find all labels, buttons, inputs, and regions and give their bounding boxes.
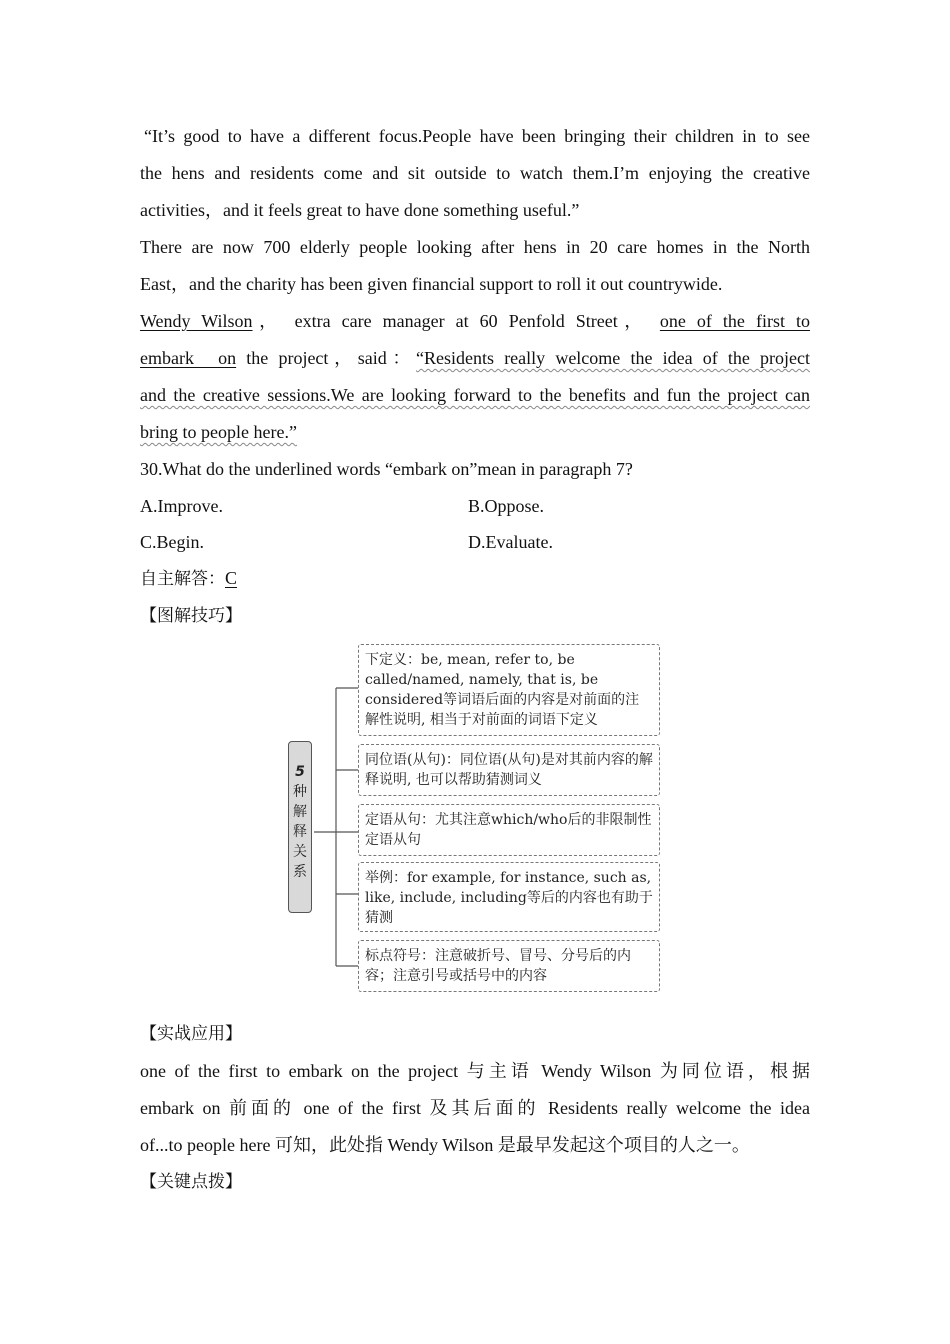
passage-line <box>140 414 810 451</box>
side-char: 关 <box>293 844 307 860</box>
option-d: D.Evaluate. <box>468 532 553 552</box>
appositive-phrase: one of the first to <box>659 311 810 331</box>
side-char: 解 <box>293 804 307 820</box>
section-heading-keypoint: 【关键点拨】 <box>140 1172 242 1192</box>
passage-line: East，and the charity has been given financial support to roll it out countrywide. <box>140 274 723 294</box>
passage-line: activities，and it feels great to have done something useful.” <box>140 200 580 220</box>
option-b: B.Oppose. <box>468 496 544 516</box>
practice-line: embark on 前面的 one of the first 及其后面的 Residents really welcome the idea <box>140 1098 810 1118</box>
section-heading-diagram: 【图解技巧】 <box>140 606 242 626</box>
explanation-diagram <box>286 642 666 994</box>
practice-line: one of the first to embark on the project 与主语 Wendy Wilson 为同位语，根据 <box>140 1061 810 1081</box>
context-clue: “Residents really welcome the idea of the project <box>416 348 810 368</box>
passage-text: the project，said： <box>236 348 417 368</box>
options-row <box>140 524 810 560</box>
option-a: A.Improve. <box>140 496 223 516</box>
diagram-box-appositive: 同位语(从句)：同位语(从句)是对其前内容的解释说明, 也可以帮助猜测词义 <box>358 744 660 796</box>
side-char: 5 <box>295 764 305 780</box>
diagram-side-label <box>288 741 312 913</box>
side-char: 释 <box>293 824 307 840</box>
document-page <box>140 118 810 635</box>
passage-line: “It’s good to have a different focus.People have been bringing their children in to see <box>144 126 810 146</box>
answer-line <box>140 560 810 598</box>
appositive-subject: Wendy Wilson <box>140 311 253 331</box>
answer-label: 自主解答： <box>140 569 225 589</box>
target-words: embark on <box>140 348 237 368</box>
passage-line <box>140 377 810 414</box>
side-char: 系 <box>293 864 307 880</box>
document-page-lower <box>140 1016 810 1201</box>
diagram-box-punctuation: 标点符号：注意破折号、冒号、分号后的内容；注意引号或括号中的内容 <box>358 940 660 992</box>
options-row <box>140 488 810 524</box>
answer-value: C <box>225 568 238 588</box>
passage-line <box>140 340 810 377</box>
diagram-box-definition: 下定义：be, mean, refer to, be called/named, namely, that is, be considered等词语后面的内容是对前面的注解性说明, 相当于对前面的词语下定义 <box>358 644 660 736</box>
practice-line: of...to people here 可知，此处指 Wendy Wilson 是最早发起这个项目的人之一。 <box>140 1135 750 1155</box>
passage-line: There are now 700 elderly people looking after hens in 20 care homes in the North <box>140 237 810 257</box>
diagram-box-attributive: 定语从句：尤其注意which/who后的非限制性定语从句 <box>358 804 660 856</box>
passage-line: the hens and residents come and sit outside to watch them.I’m enjoying the creative <box>140 163 810 183</box>
context-clue: and the creative sessions.We are looking forward to the benefits and fun the project can <box>140 385 810 405</box>
passage-text: ， extra care manager at 60 Penfold Street， <box>252 311 649 331</box>
diagram-box-examples: 举例：for example, for instance, such as, like, include, including等后的内容也有助于猜测 <box>358 862 660 932</box>
passage-line <box>140 303 810 340</box>
side-char: 种 <box>293 784 307 800</box>
question-stem: 30.What do the underlined words “embark on”mean in paragraph 7? <box>140 459 633 479</box>
section-heading-practice: 【实战应用】 <box>140 1024 242 1044</box>
option-c: C.Begin. <box>140 532 205 552</box>
context-clue: bring to people here.” <box>140 422 297 442</box>
